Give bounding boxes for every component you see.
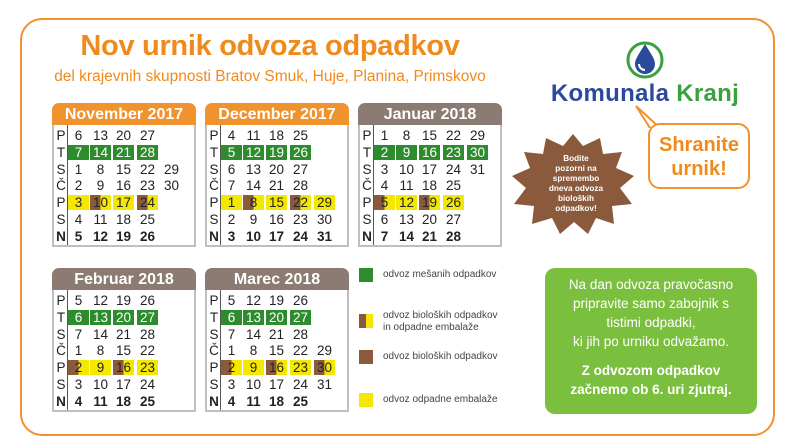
- week-day-row: [360, 178, 500, 193]
- calendar-februar-2018: [52, 268, 196, 412]
- calendar-date: 27: [290, 310, 311, 325]
- calendar-date: 6: [221, 310, 242, 325]
- komunala-kranj-logo: [545, 38, 745, 108]
- calendar-date: 7: [68, 145, 89, 160]
- week-day-row: [360, 162, 500, 177]
- calendar-date: 13: [245, 161, 262, 177]
- calendar-date: 8: [402, 128, 411, 143]
- calendar-date: 9: [249, 212, 258, 227]
- calendar-date: 20: [113, 310, 134, 325]
- calendar-date: 28: [292, 326, 309, 342]
- calendar-date: 29: [314, 195, 335, 210]
- calendar-date: 1: [227, 343, 236, 359]
- calendar-date: 17: [115, 377, 132, 392]
- legend-swatch-brown: [359, 350, 373, 364]
- calendar-date: 30: [163, 178, 180, 194]
- info-box: Na dan odvoza pravočasno pripravite samo zabojnik s tistimi odpadki, ki jih po urniku odvažamo. Z odvozom odpadkov začnemo ob 6. uri zjutraj.: [545, 268, 757, 414]
- week-day-row: [207, 212, 347, 227]
- calendar-date: 27: [445, 212, 462, 227]
- calendar-date: 13: [398, 212, 415, 227]
- day-letter: S: [209, 377, 219, 392]
- week-day-row: [207, 145, 347, 160]
- legend-swatch-green: [359, 268, 373, 282]
- calendar-date: 31: [469, 161, 486, 177]
- week-day-row: [360, 195, 500, 210]
- page-title: Nov urnik odvoza odpadkov: [80, 30, 460, 62]
- calendar-date: 25: [139, 212, 156, 227]
- calendar-grid: [205, 125, 349, 247]
- calendar-date: 5: [74, 228, 83, 244]
- calendar-december-2017: [205, 103, 349, 247]
- day-letter: P: [56, 128, 66, 143]
- day-letter: N: [209, 228, 219, 244]
- week-day-row: [54, 377, 194, 392]
- calendar-date: 28: [292, 178, 309, 194]
- day-letter: P: [209, 293, 219, 308]
- week-day-row: [207, 360, 347, 375]
- calendar-date: 4: [74, 393, 83, 409]
- week-day-row: [54, 310, 194, 325]
- calendar-date: 8: [249, 343, 258, 359]
- calendar-date: 27: [137, 310, 158, 325]
- calendar-date: 23: [290, 360, 311, 375]
- calendar-date: 22: [139, 161, 156, 177]
- calendar-date: 4: [227, 128, 236, 143]
- calendar-month-title: Februar 2018: [52, 268, 196, 290]
- calendar-date: 22: [445, 128, 462, 143]
- calendar-date: 13: [92, 128, 109, 143]
- calendar-date: 24: [292, 228, 309, 244]
- week-day-row: [207, 128, 347, 143]
- page-subtitle: del krajevnih skupnosti Bratov Smuk, Huje, Planina, Primskovo: [54, 68, 486, 85]
- calendar-date: 29: [316, 343, 333, 359]
- calendar-date: 13: [90, 310, 111, 325]
- calendar-date: 1: [380, 128, 389, 143]
- water-drop-icon: [625, 38, 665, 80]
- calendar-date: 26: [290, 145, 311, 160]
- calendar-date: 12: [243, 145, 264, 160]
- calendar-date: 13: [243, 310, 264, 325]
- calendar-date: 7: [227, 326, 236, 342]
- calendar-date: 16: [113, 360, 134, 375]
- logo-text: Komunala Kranj: [550, 80, 740, 107]
- day-letter: T: [56, 144, 66, 160]
- calendar-date: 3: [380, 161, 389, 177]
- calendar-date: 29: [469, 128, 486, 143]
- calendar-date: 14: [398, 228, 415, 244]
- calendar-date: 11: [246, 128, 261, 143]
- week-day-row: [207, 229, 347, 244]
- week-day-row: [54, 145, 194, 160]
- calendar-date: 28: [137, 145, 158, 160]
- calendar-date: 14: [92, 326, 109, 342]
- calendar-date: 15: [115, 343, 132, 359]
- calendar-date: 23: [443, 145, 464, 160]
- calendar-date: 3: [227, 377, 236, 392]
- day-letter: P: [209, 195, 219, 211]
- day-letter: Č: [209, 343, 219, 359]
- calendar-date: 18: [115, 393, 132, 409]
- calendar-date: 19: [115, 228, 132, 244]
- day-letter: N: [56, 228, 66, 244]
- calendar-date: 3: [74, 377, 83, 392]
- day-letter: P: [56, 195, 66, 211]
- week-day-row: [207, 178, 347, 193]
- day-letter: S: [362, 161, 372, 177]
- calendar-date: 27: [139, 128, 156, 143]
- calendar-date: 30: [314, 360, 335, 375]
- calendar-date: 1: [221, 195, 242, 210]
- week-day-row: [360, 128, 500, 143]
- calendar-month-title: Januar 2018: [358, 103, 502, 125]
- calendar-date: 17: [421, 161, 438, 177]
- calendar-date: 10: [245, 228, 262, 244]
- week-day-row: [54, 162, 194, 177]
- week-day-row: [54, 343, 194, 358]
- calendar-date: 12: [396, 195, 417, 210]
- day-letter: Č: [362, 178, 372, 194]
- day-letter: P: [362, 195, 372, 211]
- day-letter: N: [56, 393, 66, 409]
- day-letter: T: [209, 144, 219, 160]
- calendar-date: 31: [316, 377, 333, 392]
- day-letter: S: [362, 212, 372, 227]
- week-day-row: [54, 360, 194, 375]
- calendar-date: 6: [68, 310, 89, 325]
- calendar-date: 16: [419, 145, 440, 160]
- calendar-date: 6: [227, 161, 236, 177]
- calendar-date: 25: [292, 393, 309, 409]
- calendar-date: 23: [139, 178, 156, 194]
- calendar-date: 30: [467, 145, 488, 160]
- calendar-date: 27: [292, 161, 309, 177]
- calendar-grid: [205, 290, 349, 412]
- day-letter: Č: [56, 343, 66, 359]
- week-day-row: [207, 343, 347, 358]
- calendar-date: 2: [227, 212, 236, 227]
- calendar-date: 15: [115, 161, 132, 177]
- calendar-date: 20: [115, 128, 132, 143]
- week-day-row: [360, 145, 500, 160]
- calendar-date: 11: [399, 178, 414, 194]
- calendar-date: 4: [74, 212, 83, 227]
- calendar-date: 3: [227, 228, 236, 244]
- calendar-date: 9: [90, 360, 111, 375]
- calendar-date: 26: [443, 195, 464, 210]
- calendar-marec-2018: [205, 268, 349, 412]
- day-letter: P: [56, 360, 66, 376]
- calendar-date: 18: [421, 178, 438, 194]
- calendar-date: 16: [115, 178, 132, 194]
- calendar-date: 24: [292, 377, 309, 392]
- day-letter: S: [209, 212, 219, 227]
- week-day-row: [207, 394, 347, 409]
- day-letter: S: [56, 377, 66, 392]
- calendar-date: 22: [290, 195, 311, 210]
- calendar-date: 6: [380, 212, 389, 227]
- calendar-date: 7: [380, 228, 389, 244]
- notice-text: Bodite pozorni na spremembo dneva odvoza bioloških odpadkov!: [548, 154, 604, 213]
- calendar-date: 19: [419, 195, 440, 210]
- calendar-date: 7: [227, 178, 236, 194]
- calendar-date: 18: [268, 128, 285, 143]
- calendar-date: 22: [292, 343, 309, 359]
- day-letter: Č: [209, 178, 219, 194]
- calendar-date: 17: [268, 228, 285, 244]
- calendar-date: 20: [268, 161, 285, 177]
- calendar-date: 14: [245, 326, 262, 342]
- calendar-date: 5: [227, 293, 236, 308]
- calendar-date: 20: [421, 212, 438, 227]
- week-day-row: [360, 212, 500, 227]
- calendar-date: 5: [374, 195, 395, 210]
- calendar-date: 21: [115, 326, 132, 342]
- calendar-date: 10: [398, 161, 415, 177]
- week-day-row: [207, 162, 347, 177]
- day-letter: T: [56, 309, 66, 325]
- calendar-date: 8: [96, 161, 105, 177]
- legend-swatch-yellow: [359, 393, 373, 407]
- day-letter: P: [209, 360, 219, 376]
- day-letter: S: [56, 212, 66, 227]
- week-day-row: [54, 293, 194, 308]
- calendar-date: 2: [374, 145, 395, 160]
- day-letter: S: [209, 161, 219, 177]
- calendar-date: 26: [139, 293, 156, 308]
- calendar-date: 2: [221, 360, 242, 375]
- day-letter: Č: [56, 178, 66, 194]
- calendar-date: 26: [292, 293, 309, 308]
- week-day-row: [54, 394, 194, 409]
- week-day-row: [54, 327, 194, 342]
- calendar-month-title: December 2017: [205, 103, 349, 125]
- calendar-date: 18: [268, 393, 285, 409]
- calendar-date: 24: [445, 161, 462, 177]
- calendar-date: 28: [139, 326, 156, 342]
- calendar-date: 19: [268, 293, 285, 308]
- week-day-row: [54, 178, 194, 193]
- calendar-date: 10: [245, 377, 262, 392]
- calendar-date: 12: [92, 293, 109, 308]
- calendar-date: 28: [445, 228, 462, 244]
- week-day-row: [360, 229, 500, 244]
- calendar-date: 5: [221, 145, 242, 160]
- calendar-date: 11: [93, 393, 108, 409]
- calendar-month-title: November 2017: [52, 103, 196, 125]
- calendar-date: 7: [74, 326, 83, 342]
- day-letter: S: [209, 326, 219, 342]
- calendar-date: 19: [266, 145, 287, 160]
- calendar-date: 9: [243, 360, 264, 375]
- calendar-date: 23: [292, 212, 309, 227]
- calendar-date: 17: [268, 377, 285, 392]
- calendar-date: 12: [92, 228, 109, 244]
- calendar-date: 16: [266, 360, 287, 375]
- calendar-date: 29: [163, 161, 180, 177]
- legend-swatch-brown-yellow: [359, 314, 373, 328]
- day-letter: T: [209, 309, 219, 325]
- calendar-date: 16: [268, 212, 285, 227]
- calendar-date: 11: [93, 212, 108, 227]
- day-letter: N: [362, 228, 372, 244]
- calendar-date: 15: [421, 128, 438, 143]
- week-day-row: [207, 327, 347, 342]
- calendar-date: 26: [139, 228, 156, 244]
- save-schedule-callout: Shranite urnik!: [648, 123, 750, 189]
- calendar-date: 1: [74, 161, 83, 177]
- week-day-row: [54, 212, 194, 227]
- calendar-date: 8: [96, 343, 105, 359]
- calendar-date: 2: [74, 178, 83, 194]
- calendar-date: 1: [74, 343, 83, 359]
- calendar-month-title: Marec 2018: [205, 268, 349, 290]
- calendar-date: 14: [90, 145, 111, 160]
- calendar-date: 3: [68, 195, 89, 210]
- calendar-date: 20: [266, 310, 287, 325]
- week-day-row: [54, 128, 194, 143]
- calendar-date: 21: [421, 228, 438, 244]
- calendar-date: 11: [246, 393, 261, 409]
- calendar-date: 4: [380, 178, 389, 194]
- calendar-date: 22: [139, 343, 156, 359]
- calendar-date: 21: [113, 145, 134, 160]
- day-letter: P: [56, 293, 66, 308]
- calendar-date: 2: [68, 360, 89, 375]
- calendar-date: 25: [292, 128, 309, 143]
- calendar-date: 8: [243, 195, 264, 210]
- calendar-date: 31: [316, 228, 333, 244]
- day-letter: T: [362, 144, 372, 160]
- calendar-januar-2018: [358, 103, 502, 247]
- day-letter: S: [56, 161, 66, 177]
- calendar-date: 21: [268, 178, 285, 194]
- calendar-date: 6: [74, 128, 83, 143]
- calendar-date: 23: [137, 360, 158, 375]
- calendar-date: 21: [268, 326, 285, 342]
- week-day-row: [207, 377, 347, 392]
- day-letter: P: [362, 128, 372, 143]
- calendar-date: 10: [92, 377, 109, 392]
- calendar-date: 30: [316, 212, 333, 227]
- day-letter: P: [209, 128, 219, 143]
- calendar-date: 15: [268, 343, 285, 359]
- calendar-grid: [52, 125, 196, 247]
- day-letter: N: [209, 393, 219, 409]
- calendar-date: 5: [74, 293, 83, 308]
- week-day-row: [207, 310, 347, 325]
- calendar-grid: [52, 290, 196, 412]
- week-day-row: [54, 229, 194, 244]
- calendar-date: 12: [245, 293, 262, 308]
- calendar-date: 14: [245, 178, 262, 194]
- calendar-november-2017: [52, 103, 196, 247]
- calendar-date: 15: [266, 195, 287, 210]
- calendar-date: 25: [139, 393, 156, 409]
- calendar-date: 4: [227, 393, 236, 409]
- week-day-row: [207, 293, 347, 308]
- day-letter: S: [56, 326, 66, 342]
- calendar-date: 24: [139, 377, 156, 392]
- calendar-date: 9: [396, 145, 417, 160]
- calendar-date: 25: [445, 178, 462, 194]
- week-day-row: [54, 195, 194, 210]
- calendar-date: 24: [137, 195, 158, 210]
- calendar-grid: [358, 125, 502, 247]
- calendar-date: 18: [115, 212, 132, 227]
- week-day-row: [207, 195, 347, 210]
- calendar-date: 9: [96, 178, 105, 194]
- calendar-date: 19: [115, 293, 132, 308]
- calendar-date: 17: [113, 195, 134, 210]
- calendar-date: 10: [90, 195, 111, 210]
